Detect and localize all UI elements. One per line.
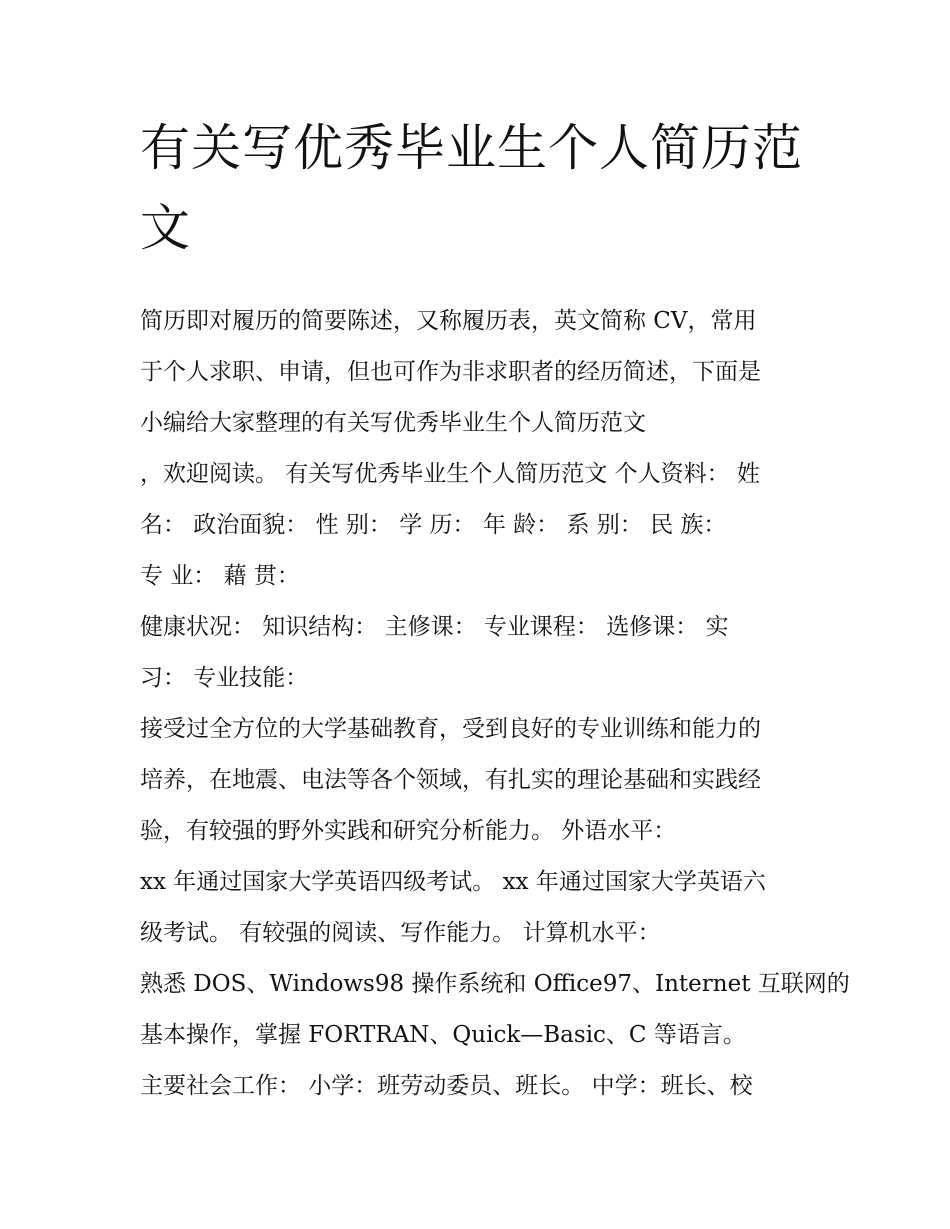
body-line: 级考试。 有较强的阅读、写作能力。 计算机水平： <box>140 920 661 946</box>
body-line: 培养，在地震、电法等各个领域，有扎实的理论基础和实践经 <box>140 767 761 793</box>
body-line: 习： 专业技能： <box>140 665 309 691</box>
body-line: 于个人求职、申请，但也可作为非求职者的经历简述，下面是 <box>140 359 761 385</box>
body-line: 熟悉 DOS、Windows98 操作系统和 Office97、Internet 互联网的 <box>140 971 850 997</box>
document-title <box>140 108 820 268</box>
body-line: ，欢迎阅读。 有关写优秀毕业生个人简历范文 个人资料： 姓 <box>140 461 760 487</box>
body-line: 基本操作，掌握 FORTRAN、Quick—Basic、C 等语言。 <box>140 1022 746 1048</box>
title-line-2: 文 <box>140 199 191 257</box>
body-line: 接受过全方位的大学基础教育，受到良好的专业训练和能力的 <box>140 716 761 742</box>
title-line-1: 有关写优秀毕业生个人简历范 <box>140 119 803 177</box>
body-line: 健康状况： 知识结构： 主修课： 专业课程： 选修课： 实 <box>140 614 729 640</box>
body-line: 名： 政治面貌： 性 别： 学 历： 年 龄： 系 别： 民 族： <box>140 512 727 538</box>
body-line: 专 业： 藉 贯： <box>140 563 300 589</box>
body-line: xx 年通过国家大学英语四级考试。 xx 年通过国家大学英语六 <box>140 869 766 895</box>
body-line: 主要社会工作： 小学：班劳动委员、班长。 中学：班长、校 <box>140 1073 753 1099</box>
body-line: 简历即对履历的简要陈述，又称履历表，英文简称 CV，常用 <box>140 308 757 334</box>
document-body <box>140 296 850 1112</box>
document-page <box>140 108 850 1112</box>
body-line: 小编给大家整理的有关写优秀毕业生个人简历范文 <box>140 410 646 436</box>
body-line: 验，有较强的野外实践和研究分析能力。 外语水平： <box>140 818 677 844</box>
